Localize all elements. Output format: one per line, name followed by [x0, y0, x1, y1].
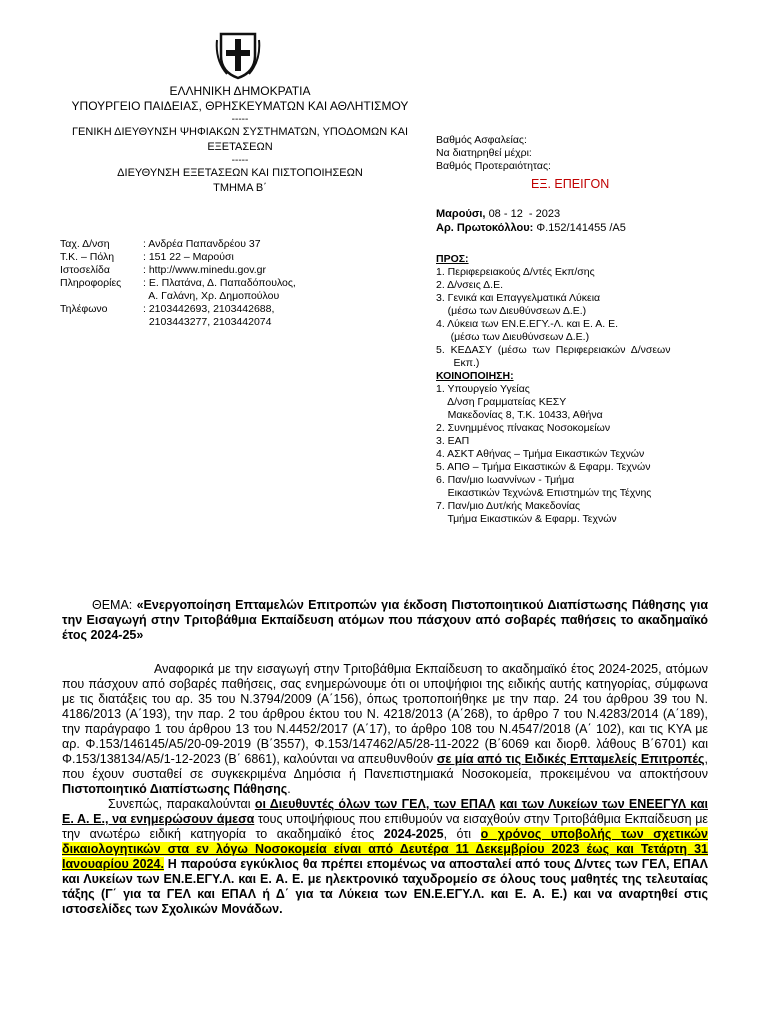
subject-text: «Ενεργοποίηση Επταμελών Επιτροπών για έκδοση Πιστοποιητικού Διαπίστωσης Πάθησης για την Εισαγωγή στην Τριτοβάθμια Εκπαίδευση ατόμων που πάσχουν από σοβαρές παθήσεις το ακαδημαϊκό έτος 2024-25» — [62, 598, 708, 642]
paragraph — [62, 797, 708, 917]
document-body — [62, 662, 708, 917]
body-text-run: Συνεπώς, παρακαλούνται — [108, 797, 255, 811]
contact-value: Α. Γαλάνη, Χρ. Δημοπούλου — [143, 290, 280, 302]
contact-row — [60, 316, 360, 329]
cc-item: 2. Συνημμένος πίνακας Νοσοκομείων — [436, 422, 611, 434]
contact-key: Τ.Κ. – Πόλη — [60, 251, 115, 263]
contact-row — [60, 303, 360, 316]
contact-key: Τηλέφωνο — [60, 303, 108, 315]
cc-item: Δ/νση Γραμματείας ΚΕΣΥ — [436, 396, 567, 408]
contact-key: Πληροφορίες — [60, 277, 122, 289]
separator: ----- — [231, 114, 249, 125]
cc-item: Τμήμα Εικαστικών & Εφαρμ. Τεχνών — [436, 513, 617, 525]
cc-item: 7. Παν/μιο Δυτ/κής Μακεδονίας — [436, 500, 581, 512]
to-item: 1. Περιφερειακούς Δ/ντές Εκπ/σης — [436, 266, 595, 278]
general-directorate-line1: ΓΕΝΙΚΗ ΔΙΕΥΘΥΝΣΗ ΨΗΦΙΑΚΩΝ ΣΥΣΤΗΜΑΤΩΝ, ΥΠΟΔΟΜΩΝ ΚΑΙ — [71, 126, 408, 138]
contact-value: 2103443277, 2103442074 — [143, 316, 272, 328]
subject — [62, 598, 708, 643]
cc-item: Μακεδονίας 8, Τ.Κ. 10433, Αθήνα — [436, 409, 603, 421]
highlighted-deadline: ο χρόνος υποβολής των σχετικών δικαιολογητικών στα εν λόγω Νοσοκομεία είναι από Δευτέρα 11 Δεκεμβρίου 2023 έως και Τετάρτη 31 Ιανουαρίου 2024. — [62, 827, 708, 871]
contact-value: : Ανδρέα Παπανδρέου 37 — [143, 238, 261, 250]
subject-label: ΘΕΜΑ: — [92, 598, 133, 612]
to-item: (μέσω των Διευθύνσεων Δ.Ε.) — [436, 305, 587, 317]
body-emphasis: Η παρούσα εγκύκλιος θα πρέπει επομένως να αποσταλεί από τους Δ/ντες των ΓΕΛ, ΕΠΑΛ και Λυκείων των ΕΝ.Ε.ΕΓΥ.Λ. και Ε. Α. Ε. με ηλεκτρονικό ταχυδρομείο σε όλους τους μαθητές της τελευταίας τάξης (Γ΄ για τα ΓΕΛ και ΕΠΑΛ ή Δ΄ για τα Λύκεια των ΕΝ.Ε.ΕΓΥ.Λ. και Ε. Α. Ε.) και να αναρτηθεί στις ιστοσελίδες των Σχολικών Μονάδων. — [62, 857, 709, 916]
body-emphasis: σε μία από τις Ειδικές Επταμελείς Επιτροπές — [436, 752, 705, 766]
to-item: 3. Γενικά και Επαγγελματικά Λύκεια — [436, 292, 601, 304]
body-emphasis: οι Διευθυντές όλων των ΓΕΛ, των ΕΠΑΛ — [254, 797, 496, 811]
department-name: ΤΜΗΜΑ Β΄ — [213, 182, 267, 194]
date-protocol — [436, 207, 756, 235]
cc-item: 3. ΕΑΠ — [436, 435, 470, 447]
contact-row — [60, 251, 360, 264]
contact-key — [60, 316, 143, 329]
security-grade: Βαθμός Ασφαλείας: — [436, 134, 527, 146]
retain-until: Να διατηρηθεί μέχρι: — [436, 147, 532, 159]
body-text-run: Αναφορικά με την εισαγωγή στην Τριτοβάθμια Εκπαίδευση το ακαδημαϊκό έτος 2024-2025, ατόμων που πάσχουν από σοβαρές παθήσεις, σας ενημερώνουμε ότι οι υποψήφιοι της ειδικής αυτής κατηγορίας, σύμφωνα με τις διατάξεις του αρ. 35 του Ν.3794/2009 (Α΄156), όπως τροποποιήθηκε με την παρ. 24 του άρθρου 39 του Ν. 4186/2013 (Α΄193), την παρ. 2 του άρθρου έκτου του Ν. 4218/2013 (Α΄268), το άρθρο 7 του Ν.4283/2014 (Α΄189), την παράγραφο 1 του άρθρου 13 του Ν.4452/2017 (Α΄17), το άρθρο 108 του Ν.4547/2018 (Α΄ 102), και τις ΚΥΑ με αρ. Φ.153/146145/Α5/20-09-2019 (Β΄3557), Φ.153/147462/Α5/28-11-2022 (Β΄6069 και διορθ. λάθους Β΄6701) και Φ.153/138134/Α5/1-12-2023 (Β΄ 6861), καλούνται να απευθυνθούν — [62, 662, 708, 766]
body-emphasis: 2024-2025 — [383, 827, 444, 841]
body-text-run: τους υποψήφιους που επιθυμούν να εισαχθούν στην Τριτοβάθμια Εκπαίδευση με την ανωτέρω ειδική κατηγορία το ακαδημαϊκό έτος — [62, 812, 708, 841]
to-item: 5. ΚΕΔΑΣΥ (μέσω των Περιφερειακών Δ/νσεων — [436, 344, 671, 356]
contact-value: : 2103442693, 2103442688, — [143, 303, 275, 315]
cc-label: ΚΟΙΝΟΠΟΙΗΣΗ: — [436, 370, 514, 382]
letterhead — [40, 84, 440, 196]
protocol-value: Φ.152/141455 /Α5 — [536, 222, 626, 234]
to-item: 4. Λύκεια των ΕΝ.Ε.ΕΓΥ.-Λ. και Ε. Α. Ε. — [436, 318, 619, 330]
body-text-run: . — [287, 782, 291, 796]
cc-item: 1. Υπουργείο Υγείας — [436, 383, 530, 395]
body-text-run: , που έχουν συσταθεί σε συγκεκριμένα Δημόσια ή Πανεπιστημιακά Νοσοκομεία, προκειμένου να αποκτήσουν — [62, 752, 708, 781]
contact-row — [60, 238, 360, 251]
body-emphasis: και των Λυκείων των ΕΝΕΕΓΥΛ και Ε. Α. Ε., να ενημερώσουν άμεσα — [62, 797, 709, 826]
priority-grade: Βαθμός Προτεραιότητας: — [436, 160, 551, 172]
to-label: ΠΡΟΣ: — [436, 253, 469, 265]
place-label: Μαρούσι, — [436, 208, 486, 220]
contact-key: Ταχ. Δ/νση — [60, 238, 110, 250]
republic-name: ΕΛΛΗΝΙΚΗ ΔΗΜΟΚΡΑΤΙΑ — [169, 84, 311, 98]
protocol-label: Αρ. Πρωτοκόλλου: — [436, 222, 534, 234]
contact-row — [60, 277, 360, 290]
contact-info — [60, 238, 360, 329]
directorate-name: ΔΙΕΥΘΥΝΣΗ ΕΞΕΤΑΣΕΩΝ ΚΑΙ ΠΙΣΤΟΠΟΙΗΣΕΩΝ — [117, 167, 363, 179]
general-directorate-line2: ΕΞΕΤΑΣΕΩΝ — [207, 141, 273, 153]
body-emphasis: Πιστοποιητικό Διαπίστωσης Πάθησης — [62, 782, 288, 796]
urgency-label: ΕΞ. ΕΠΕΙΓΟΝ — [531, 177, 610, 191]
greek-coat-of-arms-icon — [215, 30, 261, 80]
ministry-name: ΥΠΟΥΡΓΕΙΟ ΠΑΙΔΕΙΑΣ, ΘΡΗΣΚΕΥΜΑΤΩΝ ΚΑΙ ΑΘΛΗΤΙΣΜΟΥ — [71, 99, 409, 113]
contact-row — [60, 290, 360, 303]
separator: ----- — [231, 155, 249, 166]
contact-row — [60, 264, 360, 277]
to-item: Εκπ.) — [436, 357, 480, 369]
body-text-run: , ότι — [443, 827, 481, 841]
contact-key: Ιστοσελίδα — [60, 264, 110, 276]
contact-value: : 151 22 – Μαρούσι — [143, 251, 234, 263]
to-item: (μέσω των Διευθύνσεων Δ.Ε.) — [436, 331, 590, 343]
cc-item: 4. ΑΣΚΤ Αθήνας – Τμήμα Εικαστικών Τεχνών — [436, 448, 645, 460]
cc-item: 5. ΑΠΘ – Τμήμα Εικαστικών & Εφαρμ. Τεχνών — [436, 461, 651, 473]
contact-value: : Ε. Πλατάνα, Δ. Παπαδόπουλος, — [143, 277, 296, 289]
cc-item: Εικαστικών Τεχνών& Επιστημών της Τέχνης — [436, 487, 652, 499]
contact-value: : http://www.minedu.gov.gr — [143, 264, 266, 276]
contact-key — [60, 290, 143, 303]
cc-item: 6. Παν/μιο Ιωαννίνων - Τμήμα — [436, 474, 575, 486]
recipients — [436, 253, 736, 526]
paragraph — [62, 662, 708, 797]
to-item: 2. Δ/νσεις Δ.Ε. — [436, 279, 504, 291]
document-meta — [436, 134, 736, 192]
date-value: 08 - 12 - 2023 — [488, 208, 561, 220]
